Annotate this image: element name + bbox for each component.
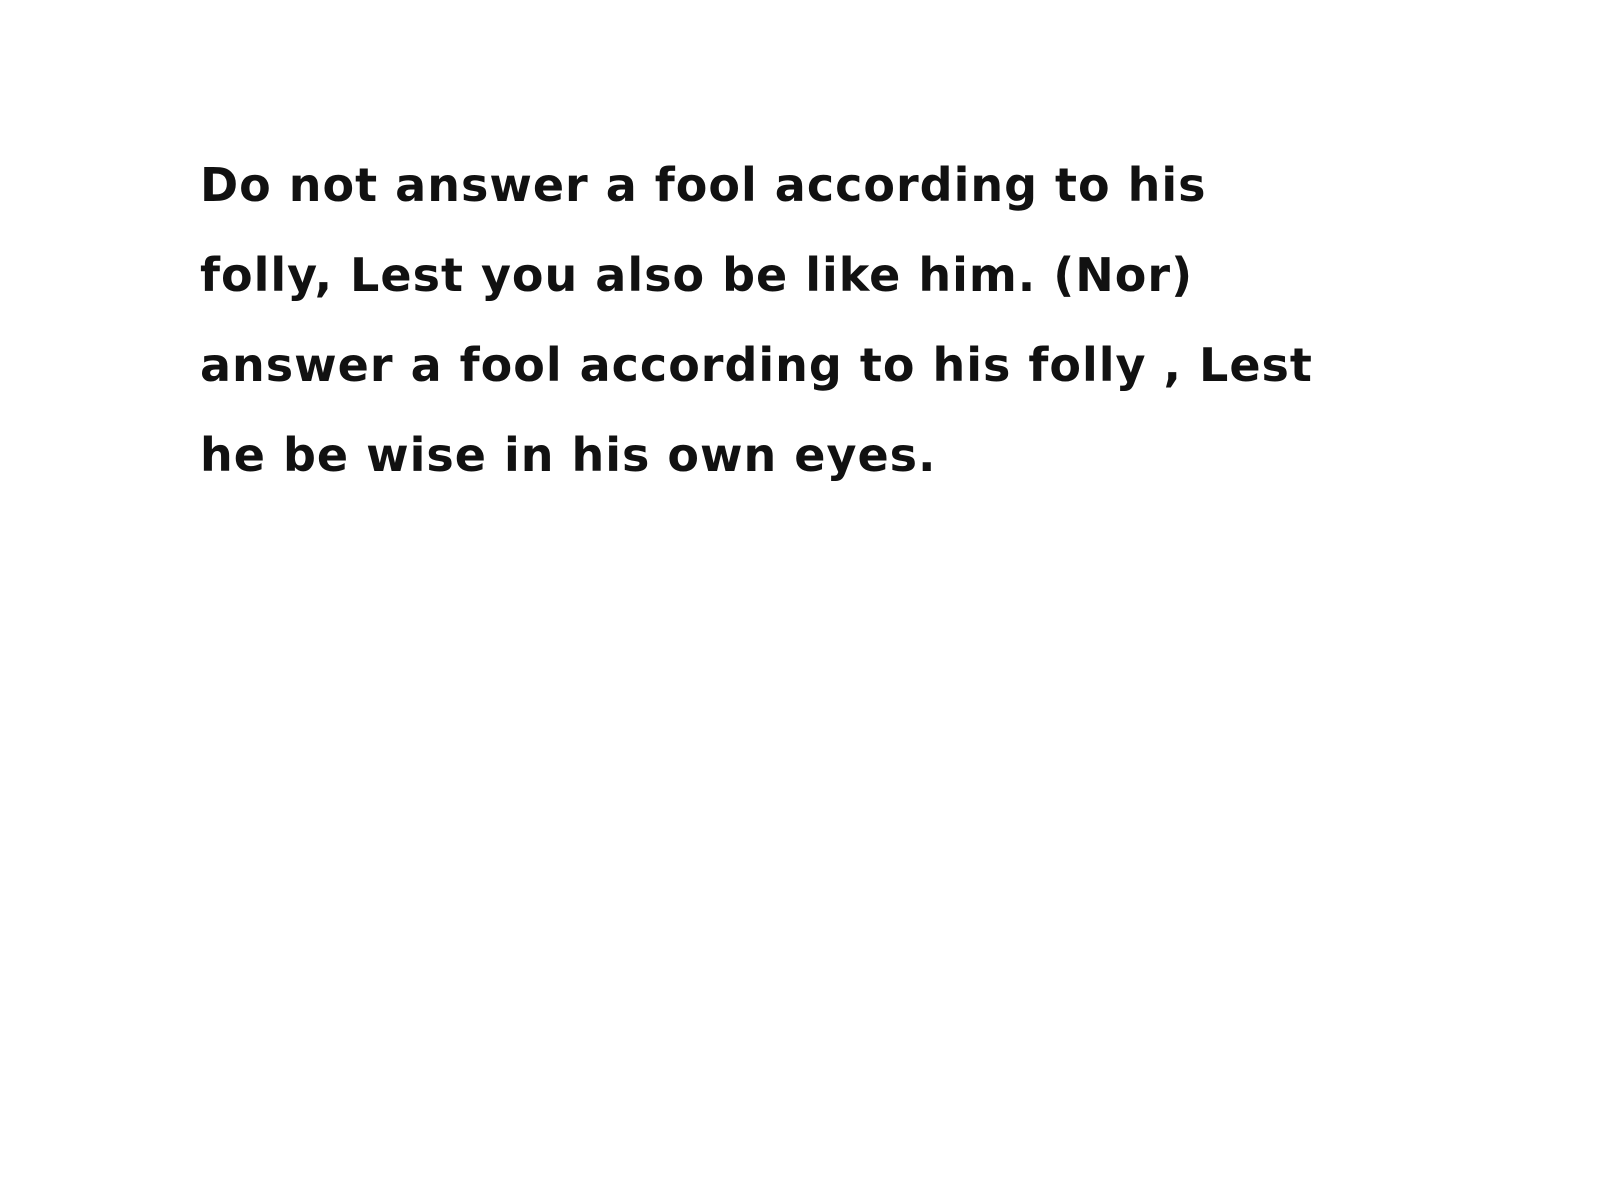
handwritten-text-block [200, 150, 1420, 510]
text-line-4: he be wise in his own eyes. [200, 428, 937, 482]
text-line-3: answer a fool according to his folly , Lest [200, 338, 1313, 392]
text-line-2: folly, Lest you also be like him. (Nor) [200, 248, 1194, 302]
text-line-1: Do not answer a fool according to his [200, 158, 1207, 212]
